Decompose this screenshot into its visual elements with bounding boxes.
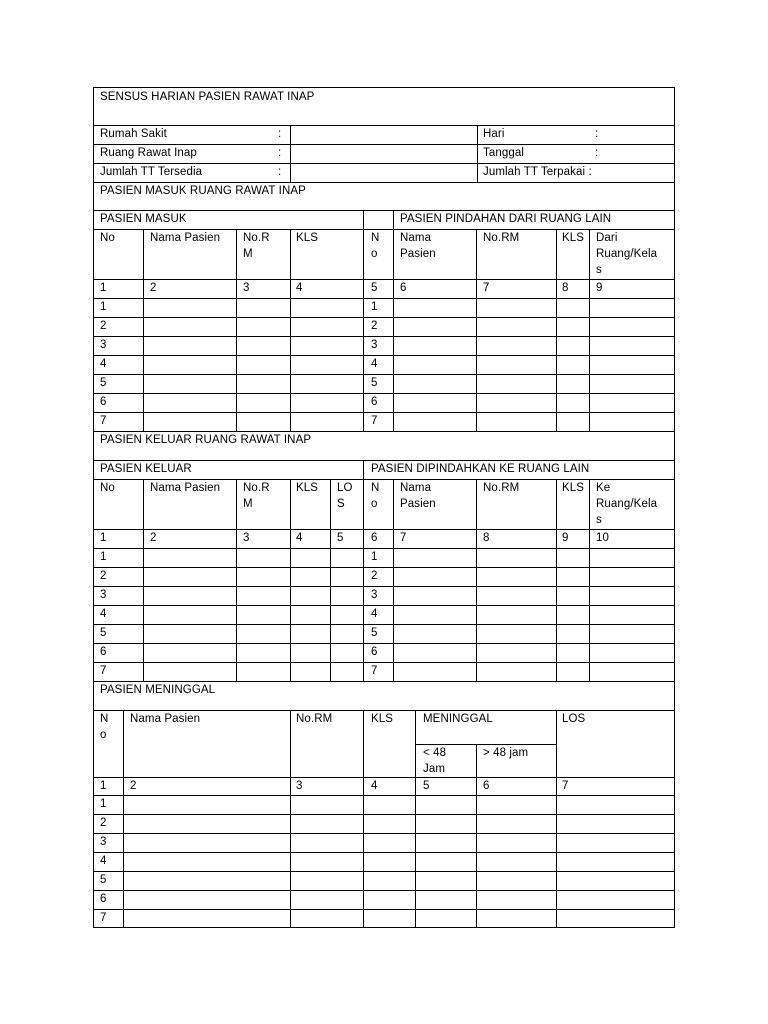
col-no-rm: M <box>243 248 253 260</box>
col-no: N <box>371 482 380 494</box>
census-form <box>93 87 675 928</box>
col-nama-pasien: Nama Pasien <box>130 713 201 725</box>
col-no: No <box>100 232 115 244</box>
row-number: 1 <box>371 551 378 563</box>
grid-line <box>290 125 291 183</box>
grid-line <box>674 87 675 928</box>
row-number: 7 <box>371 415 378 427</box>
label-hari: Hari <box>483 128 505 140</box>
grid-line <box>363 210 364 432</box>
column-number: 9 <box>562 532 569 544</box>
col-nama-pasien: Nama <box>400 482 432 494</box>
label-rumah-sakit: Rumah Sakit <box>100 128 167 140</box>
row-number: 5 <box>100 627 107 639</box>
colon: : <box>278 147 282 159</box>
col-no-rm: No.RM <box>483 482 520 494</box>
row-number: 6 <box>100 893 107 905</box>
col-no-rm: No.R <box>243 232 270 244</box>
grid-line <box>476 744 477 928</box>
col-nama-pasien: Nama Pasien <box>150 482 221 494</box>
grid-line <box>93 890 675 891</box>
row-number: 3 <box>371 589 378 601</box>
row-number: 6 <box>371 646 378 658</box>
column-number: 3 <box>243 532 250 544</box>
col-kls: KLS <box>562 482 585 494</box>
col-ke-ruang: Ruang/Kela <box>596 498 658 510</box>
grid-line <box>93 909 675 910</box>
grid-line <box>93 393 675 394</box>
row-number: 6 <box>100 396 107 408</box>
grid-line <box>93 567 675 568</box>
col-no-rm: M <box>243 498 253 510</box>
row-number: 4 <box>100 855 107 867</box>
grid-line <box>93 355 675 356</box>
column-number: 3 <box>243 282 250 294</box>
subsection-pasien-keluar: PASIEN KELUAR <box>100 463 192 475</box>
grid-line <box>93 529 675 530</box>
col-los: S <box>337 498 345 510</box>
col-lebih-48-jam: > 48 jam <box>483 747 529 759</box>
row-number: 1 <box>371 301 378 313</box>
row-number: 4 <box>100 358 107 370</box>
grid-line <box>363 460 364 682</box>
col-no: o <box>100 729 107 741</box>
grid-line <box>143 229 144 432</box>
grid-line <box>93 374 675 375</box>
colon: : <box>595 128 599 140</box>
row-number: 2 <box>100 320 107 332</box>
col-kurang-48-jam: < 48 <box>423 747 447 759</box>
grid-line <box>93 298 675 299</box>
column-number: 7 <box>562 780 569 792</box>
grid-line <box>415 710 416 928</box>
col-kls: KLS <box>371 713 394 725</box>
col-kls: KLS <box>296 482 319 494</box>
row-number: 1 <box>100 551 107 563</box>
grid-line <box>589 479 590 682</box>
row-number: 7 <box>100 912 107 924</box>
column-number: 5 <box>337 532 344 544</box>
row-number: 7 <box>100 665 107 677</box>
grid-line <box>93 833 675 834</box>
grid-line <box>556 229 557 432</box>
grid-line <box>330 479 331 682</box>
section-title-keluar: PASIEN KELUAR RUANG RAWAT INAP <box>100 434 312 446</box>
label-jumlah-tt-terpakai: Jumlah TT Terpakai : <box>483 166 592 178</box>
grid-line <box>290 229 291 432</box>
label-ruang-rawat-inap: Ruang Rawat Inap <box>100 147 197 159</box>
grid-line <box>393 479 394 682</box>
row-number: 3 <box>100 339 107 351</box>
row-number: 5 <box>100 874 107 886</box>
col-nama-pasien: Nama <box>400 232 432 244</box>
grid-line <box>93 852 675 853</box>
row-number: 6 <box>371 396 378 408</box>
grid-line <box>93 643 675 644</box>
grid-line <box>93 412 675 413</box>
colon: : <box>278 166 282 178</box>
colon: : <box>595 147 599 159</box>
label-tanggal: Tanggal <box>483 147 524 159</box>
grid-line <box>363 710 364 928</box>
column-number: 2 <box>150 532 157 544</box>
row-number: 3 <box>100 589 107 601</box>
grid-line <box>93 125 675 126</box>
row-number: 4 <box>100 608 107 620</box>
grid-line <box>476 479 477 682</box>
col-kurang-48-jam: Jam <box>423 763 446 775</box>
col-los: LO <box>337 482 353 494</box>
grid-line <box>93 795 675 796</box>
col-dari-ruang: s <box>596 264 602 276</box>
col-nama-pasien: Pasien <box>400 248 436 260</box>
row-number: 5 <box>371 627 378 639</box>
column-number: 2 <box>150 282 157 294</box>
grid-line <box>476 229 477 432</box>
grid-line <box>93 336 675 337</box>
row-number: 3 <box>100 836 107 848</box>
subsection-pasien-masuk: PASIEN MASUK <box>100 213 187 225</box>
col-no-rm: No.R <box>243 482 270 494</box>
row-number: 5 <box>100 377 107 389</box>
row-number: 4 <box>371 608 378 620</box>
col-nama-pasien: Pasien <box>400 498 436 510</box>
grid-line <box>393 210 394 432</box>
grid-line <box>93 662 675 663</box>
row-number: 5 <box>371 377 378 389</box>
section-title-masuk: PASIEN MASUK RUANG RAWAT INAP <box>100 185 306 197</box>
grid-line <box>477 125 478 183</box>
col-meninggal: MENINGGAL <box>423 713 493 725</box>
col-no-rm: No.RM <box>296 713 333 725</box>
grid-line <box>236 229 237 432</box>
grid-line <box>93 927 675 928</box>
subsection-pasien-pindahan: PASIEN PINDAHAN DARI RUANG LAIN <box>400 213 612 225</box>
col-kls: KLS <box>562 232 585 244</box>
row-number: 7 <box>100 415 107 427</box>
grid-line <box>93 87 675 88</box>
col-nama-pasien: Nama Pasien <box>150 232 221 244</box>
column-number: 1 <box>100 282 107 294</box>
column-number: 6 <box>371 532 378 544</box>
column-number: 7 <box>400 532 407 544</box>
colon: : <box>278 128 282 140</box>
grid-line <box>556 479 557 682</box>
row-number: 2 <box>100 817 107 829</box>
col-los: LOS <box>562 713 586 725</box>
grid-line <box>93 814 675 815</box>
col-ke-ruang: s <box>596 514 602 526</box>
grid-line <box>93 279 675 280</box>
grid-line <box>93 777 675 778</box>
col-no-rm: No.RM <box>483 232 520 244</box>
column-number: 8 <box>562 282 569 294</box>
grid-line <box>93 317 675 318</box>
column-number: 5 <box>423 780 430 792</box>
grid-line <box>290 710 291 928</box>
row-number: 6 <box>100 646 107 658</box>
row-number: 4 <box>371 358 378 370</box>
column-number: 3 <box>296 780 303 792</box>
label-jumlah-tt-tersedia: Jumlah TT Tersedia <box>100 166 203 178</box>
grid-line <box>93 87 94 928</box>
column-number: 1 <box>100 532 107 544</box>
grid-line <box>93 586 675 587</box>
grid-line <box>236 479 237 682</box>
row-number: 7 <box>371 665 378 677</box>
column-number: 4 <box>296 532 303 544</box>
column-number: 10 <box>596 532 609 544</box>
column-number: 6 <box>400 282 407 294</box>
grid-line <box>290 479 291 682</box>
col-ke-ruang: Ke <box>596 482 611 494</box>
column-number: 1 <box>100 780 107 792</box>
grid-line <box>556 710 557 928</box>
grid-line <box>93 605 675 606</box>
row-number: 1 <box>100 798 107 810</box>
row-number: 2 <box>371 320 378 332</box>
column-number: 8 <box>483 532 490 544</box>
column-number: 9 <box>596 282 603 294</box>
grid-line <box>93 871 675 872</box>
column-number: 4 <box>371 780 378 792</box>
row-number: 2 <box>371 570 378 582</box>
column-number: 7 <box>483 282 490 294</box>
col-no: o <box>371 248 378 260</box>
row-number: 1 <box>100 301 107 313</box>
section-title-meninggal: PASIEN MENINGGAL <box>100 684 216 696</box>
grid-line <box>123 710 124 928</box>
row-number: 3 <box>371 339 378 351</box>
grid-line <box>143 479 144 682</box>
grid-line <box>93 624 675 625</box>
column-number: 6 <box>483 780 490 792</box>
col-dari-ruang: Dari <box>596 232 618 244</box>
col-no: N <box>371 232 380 244</box>
col-no: N <box>100 713 109 725</box>
subsection-pasien-dipindahkan: PASIEN DIPINDAHKAN KE RUANG LAIN <box>371 463 590 475</box>
col-dari-ruang: Ruang/Kela <box>596 248 658 260</box>
grid-line <box>589 229 590 432</box>
grid-line <box>93 548 675 549</box>
col-no: o <box>371 498 378 510</box>
column-number: 4 <box>296 282 303 294</box>
col-kls: KLS <box>296 232 319 244</box>
col-no: No <box>100 482 115 494</box>
row-number: 2 <box>100 570 107 582</box>
column-number: 2 <box>130 780 137 792</box>
form-title: SENSUS HARIAN PASIEN RAWAT INAP <box>100 91 315 103</box>
column-number: 5 <box>371 282 378 294</box>
